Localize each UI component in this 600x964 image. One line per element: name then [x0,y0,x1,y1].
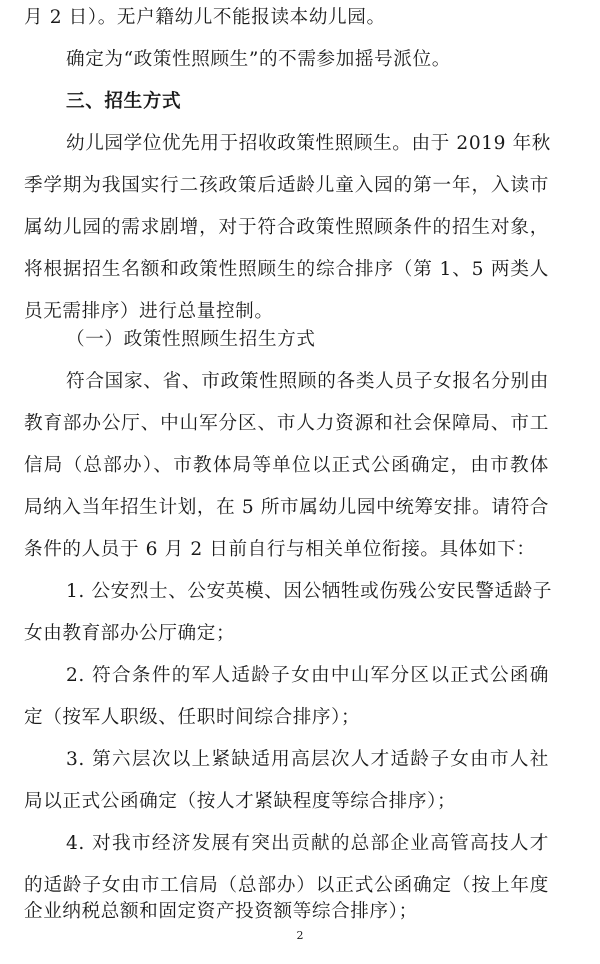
text-line: 信局（总部办）、市教体局等单位以正式公函确定，由市教体 [24,455,549,476]
text-line: 将根据招生名额和政策性照顾生的综合排序（第 1、5 两类人 [24,259,549,280]
list-item-line: 企业纳税总额和固定资产投资额等综合排序）； [24,901,418,922]
section-heading: 三、招生方式 [66,91,182,112]
text-line: 季学期为我国实行二孩政策后适龄儿童入园的第一年，入读市 [24,175,549,196]
text-line: 条件的人员于 6 月 2 日前自行与相关单位衔接。具体如下： [24,539,536,560]
list-item-line: 1. 公安烈士、公安英模、因公牺牲或伤残公安民警适龄子 [66,581,553,602]
list-item-line: 2. 符合条件的军人适龄子女由中山军分区以正式公函确 [66,665,549,686]
subsection-heading: （一）政策性照顾生招生方式 [66,329,316,350]
text-line: 月 2 日）。无户籍幼儿不能报读本幼儿园。 [24,7,386,28]
text-line: 属幼儿园的需求剧增，对于符合政策性照顾条件的招生对象， [24,217,549,238]
text-line: 局纳入当年招生计划，在 5 所市属幼儿园中统筹安排。请符合 [24,497,549,518]
text-line: 幼儿园学位优先用于招收政策性照顾生。由于 2019 年秋 [66,133,552,154]
list-item-line: 的适龄子女由市工信局（总部办）以正式公函确定（按上年度 [24,875,549,896]
list-item-line: 定（按军人职级、任职时间综合排序）； [24,707,361,728]
text-line: 员无需排序）进行总量控制。 [24,301,274,322]
list-item-line: 女由教育部办公厅确定； [24,623,236,644]
list-item-line: 局以正式公函确定（按人才紧缺程度等综合排序）； [24,791,457,812]
text-line: 确定为“政策性照顾生”的不需参加摇号派位。 [66,49,451,70]
page-number: 2 [296,929,304,942]
list-item-line: 4. 对我市经济发展有突出贡献的总部企业高管高技人才 [66,833,549,854]
text-line: 教育部办公厅、中山军分区、市人力资源和社会保障局、市工 [24,413,549,434]
text-line: 符合国家、省、市政策性照顾的各类人员子女报名分别由 [66,371,549,392]
list-item-line: 3. 第六层次以上紧缺适用高层次人才适龄子女由市人社 [66,749,549,770]
